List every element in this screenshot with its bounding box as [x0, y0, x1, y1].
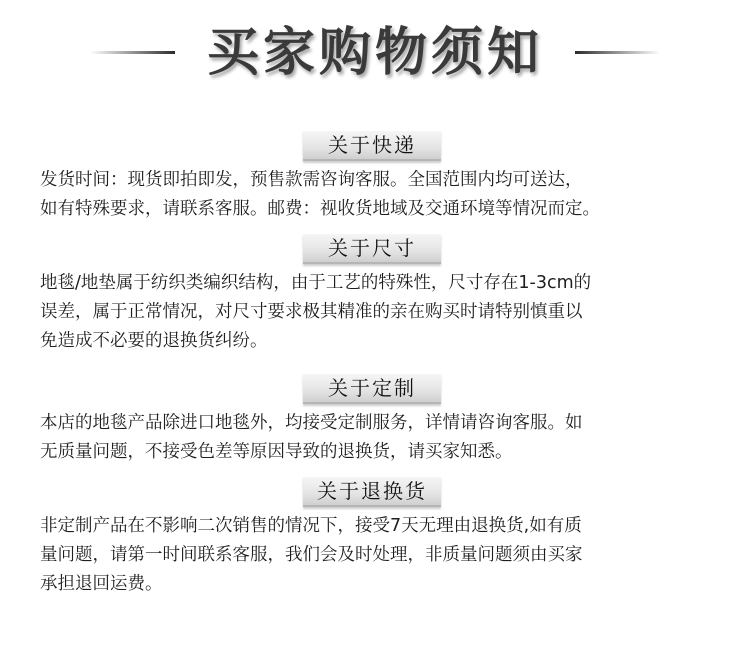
text-line: 地毯/地垫属于纺织类编织结构，由于工艺的特殊性，尺寸存在1-3cm的 [40, 273, 592, 293]
page-title: 买家购物须知 [206, 23, 543, 83]
text-line: 如有特殊要求，请联系客服。邮费：视收货地域及交通环境等情况而定。 [40, 199, 600, 219]
section-body-returns [40, 512, 720, 599]
text-line: 发货时间：现货即拍即发，预售款需咨询客服。全国范围内均可送达， [40, 170, 583, 190]
text-line: 免造成不必要的退换货纠纷。 [40, 331, 268, 351]
section-body-size [40, 269, 720, 356]
section-title-returns: 关于退换货 [303, 477, 441, 507]
section-title-shipping: 关于快递 [303, 131, 441, 161]
section-body-custom [40, 409, 720, 467]
section-body-shipping [40, 166, 720, 224]
text-line: 误差，属于正常情况，对尺寸要求极其精准的亲在购买时请特别慎重以 [40, 302, 583, 322]
text-line: 量问题，请第一时间联系客服，我们会及时处理，非质量问题须由买家 [40, 545, 583, 565]
text-line: 本店的地毯产品除进口地毯外，均接受定制服务，详情请咨询客服。如 [40, 413, 583, 433]
section-title-custom: 关于定制 [303, 374, 441, 404]
text-line: 无质量问题，不接受色差等原因导致的退换货，请买家知悉。 [40, 442, 513, 462]
section-title-size: 关于尺寸 [303, 234, 441, 264]
text-line: 承担退回运费。 [40, 574, 163, 594]
header-rule-left [90, 51, 175, 54]
text-line: 非定制产品在不影响二次销售的情况下，接受7天无理由退换货,如有质 [40, 516, 582, 536]
header-rule-right [575, 51, 660, 54]
page-header [0, 18, 750, 98]
